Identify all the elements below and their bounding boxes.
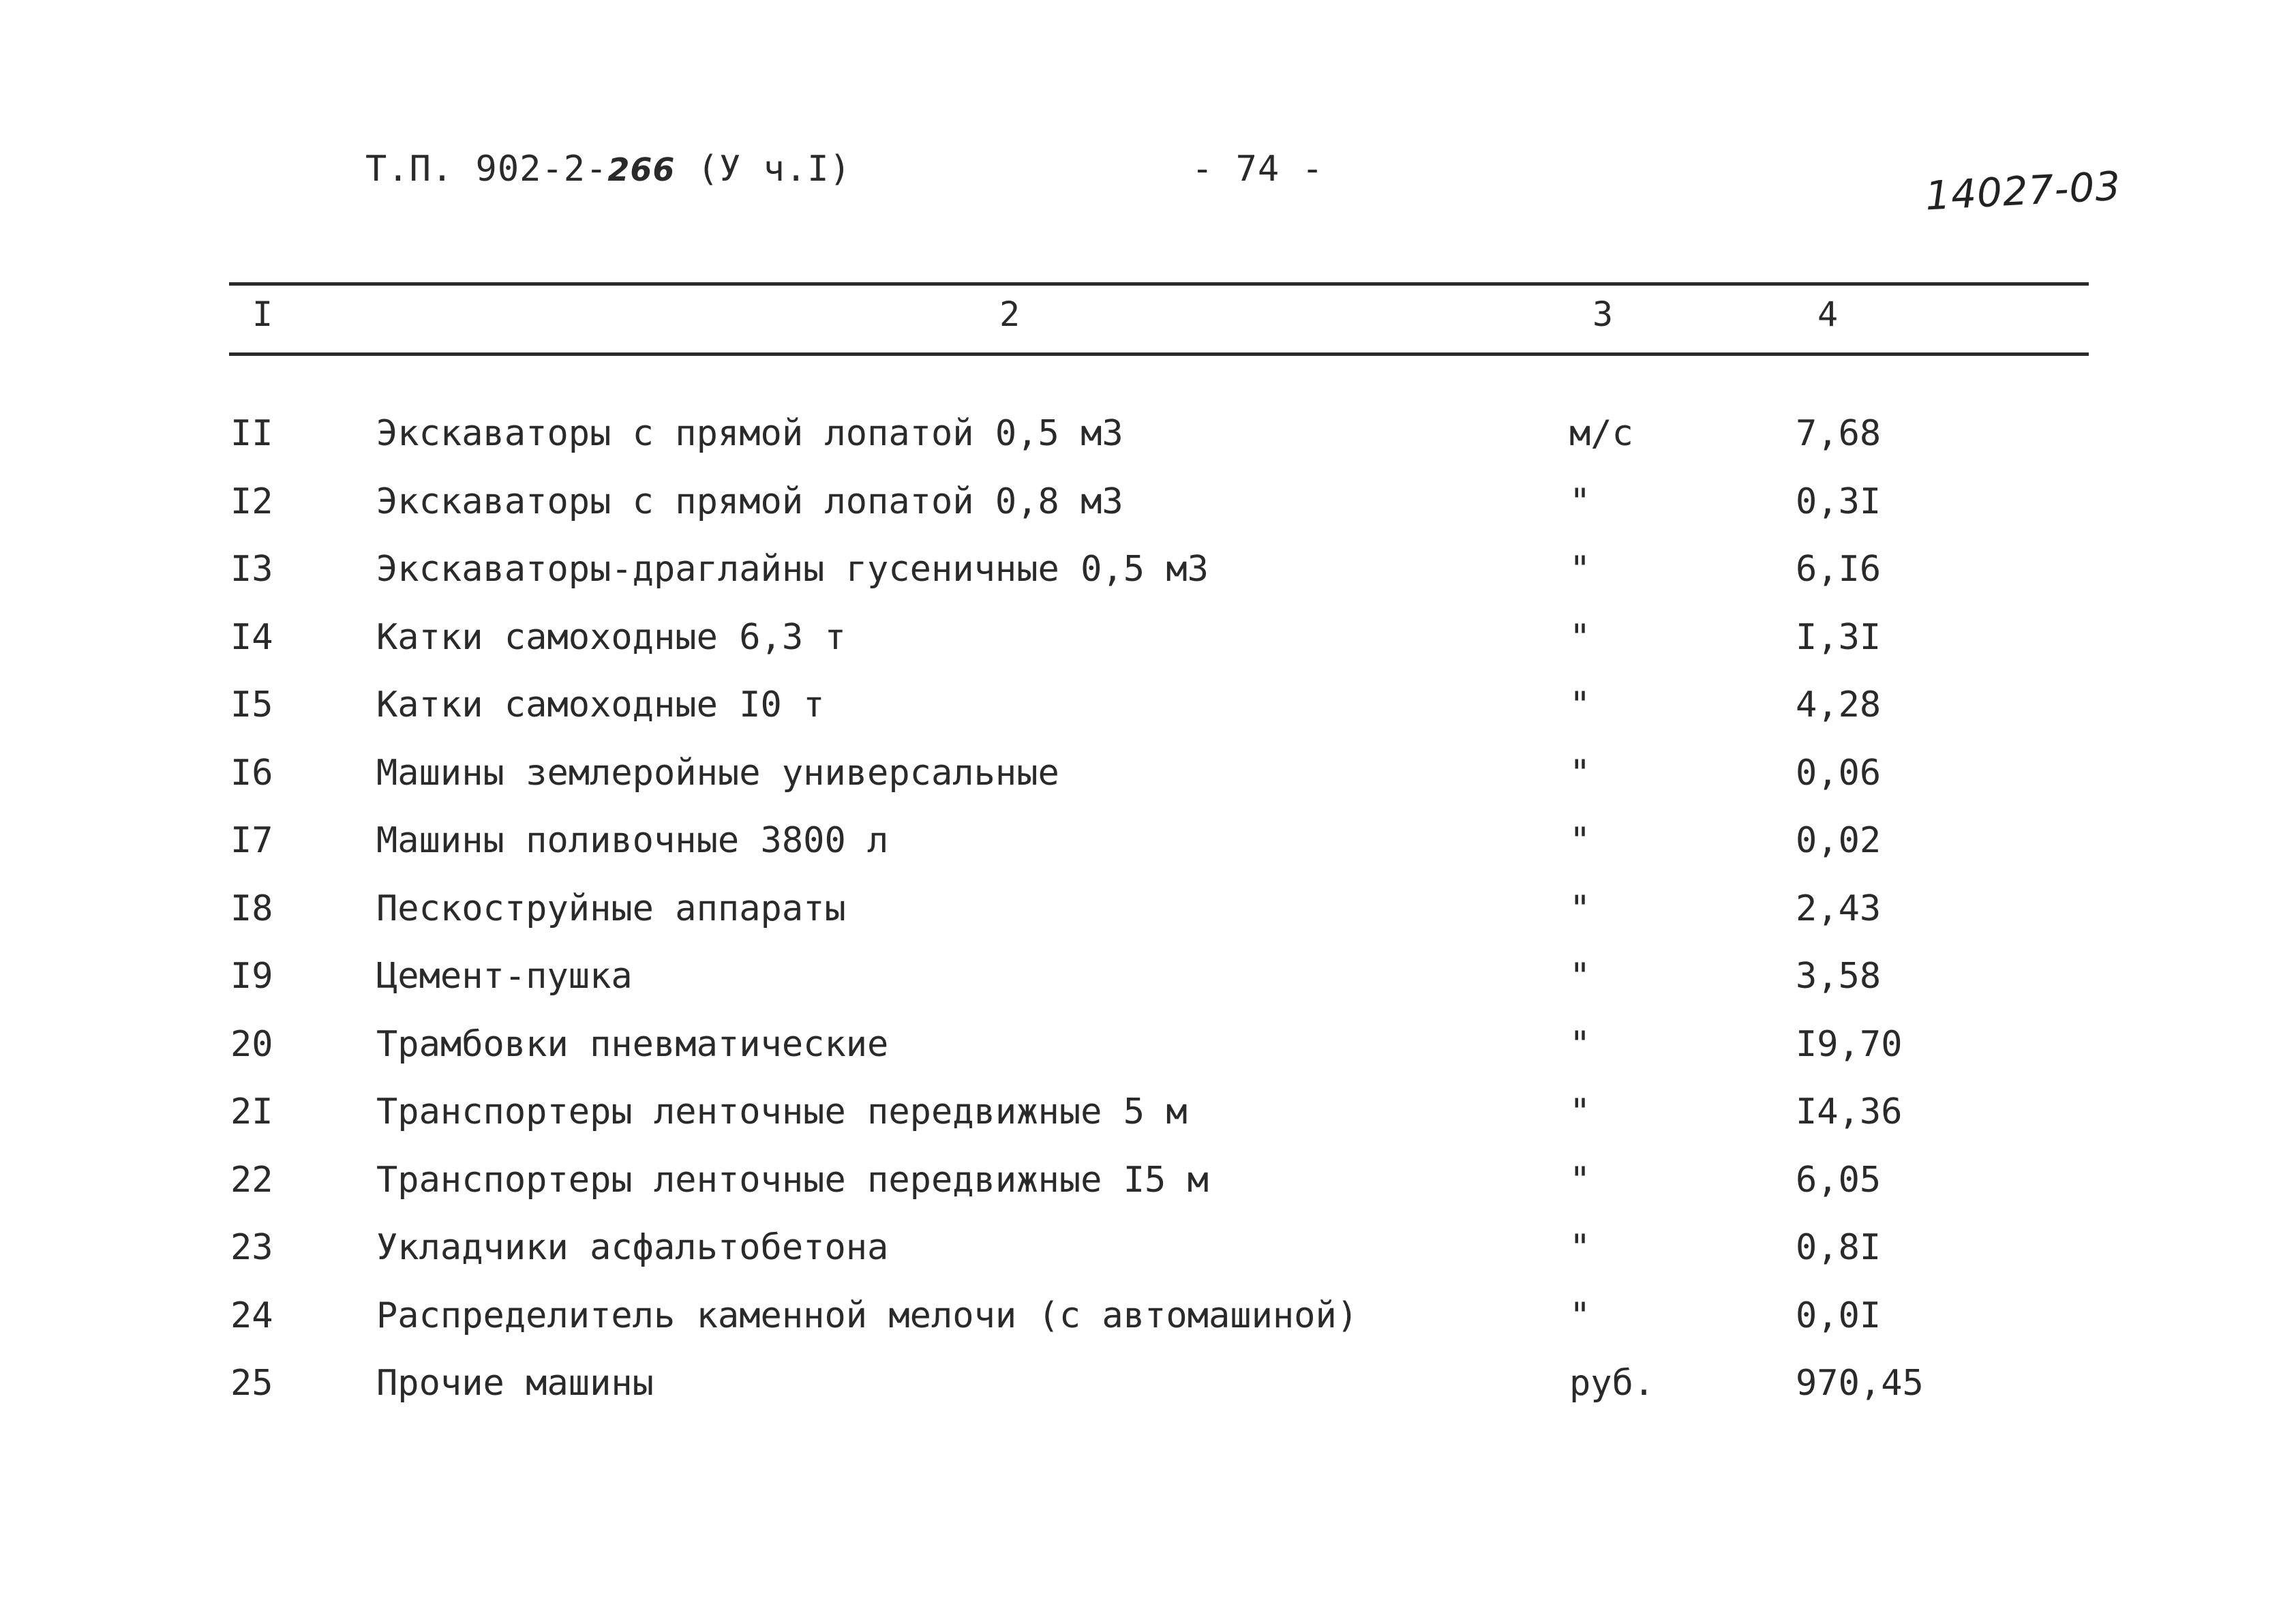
- row-unit: ": [1569, 684, 1591, 725]
- row-name: Машины поливочные 3800 л: [376, 820, 889, 861]
- row-number: I4: [230, 616, 273, 658]
- row-number: I2: [230, 481, 273, 522]
- row-number: 20: [230, 1023, 273, 1065]
- row-name: Машины землеройные универсальные: [376, 752, 1059, 794]
- row-number: I7: [230, 820, 273, 861]
- table-row: [0, 956, 2296, 1024]
- row-value: 0,0I: [1796, 1295, 1882, 1336]
- table-row: [0, 1227, 2296, 1295]
- table-header-rule: [229, 352, 2089, 356]
- row-name: Катки самоходные 6,3 т: [376, 616, 846, 658]
- row-number: I8: [230, 888, 273, 929]
- row-number: 22: [230, 1159, 273, 1201]
- row-value: 3,58: [1796, 956, 1882, 997]
- column-header-3: 3: [1592, 295, 1614, 334]
- doc-ref-handwritten-number: 266: [607, 151, 676, 188]
- table-row: [0, 1295, 2296, 1363]
- table-row: [0, 1160, 2296, 1228]
- row-name: Распределитель каменной мелочи (с автомашиной): [376, 1295, 1359, 1336]
- row-unit: ": [1569, 888, 1591, 929]
- row-value: 0,06: [1796, 752, 1882, 794]
- row-unit: ": [1569, 752, 1591, 794]
- row-unit: ": [1569, 1295, 1591, 1336]
- row-number: 24: [230, 1295, 273, 1336]
- row-number: 23: [230, 1227, 273, 1268]
- table-top-rule: [229, 282, 2089, 286]
- table-row: [0, 753, 2296, 821]
- row-name: Экскаваторы-драглайны гусеничные 0,5 м3: [376, 549, 1209, 590]
- row-name: Цемент-пушка: [376, 956, 633, 997]
- row-unit: м/с: [1569, 413, 1633, 454]
- table-column-headers: [0, 295, 2296, 342]
- column-header-1: I: [252, 295, 273, 334]
- row-unit: ": [1569, 1091, 1591, 1132]
- row-name: Экскаваторы с прямой лопатой 0,5 м3: [376, 413, 1123, 454]
- row-value: 0,02: [1796, 820, 1882, 861]
- row-value: 6,05: [1796, 1159, 1882, 1201]
- table-row: [0, 617, 2296, 685]
- row-name: Укладчики асфальтобетона: [376, 1227, 889, 1268]
- page-number: - 74 -: [1192, 149, 1324, 190]
- row-name: Транспортеры ленточные передвижные 5 м: [376, 1091, 1188, 1132]
- row-unit: ": [1569, 1159, 1591, 1201]
- table-row: [0, 888, 2296, 956]
- row-unit: ": [1569, 820, 1591, 861]
- document-reference: [365, 149, 851, 190]
- row-unit: ": [1569, 956, 1591, 997]
- page-header: [0, 149, 2296, 220]
- row-value: 2,43: [1796, 888, 1882, 929]
- row-unit: ": [1569, 1227, 1591, 1268]
- row-number: 25: [230, 1363, 273, 1404]
- row-name: Прочие машины: [376, 1363, 654, 1404]
- row-name: Катки самоходные I0 т: [376, 684, 825, 725]
- row-name: Трамбовки пневматические: [376, 1023, 889, 1065]
- table-row: [0, 481, 2296, 549]
- row-number: II: [230, 413, 273, 454]
- row-value: 7,68: [1796, 413, 1882, 454]
- row-number: I5: [230, 684, 273, 725]
- row-number: I9: [230, 956, 273, 997]
- row-unit: ": [1569, 549, 1591, 590]
- table-row: [0, 1091, 2296, 1160]
- row-value: I4,36: [1796, 1091, 1903, 1132]
- table-body: [0, 413, 2296, 1431]
- handwritten-stamp-number: 14027-03: [1924, 162, 2122, 220]
- table-row: [0, 549, 2296, 617]
- row-number: I6: [230, 752, 273, 794]
- row-value: 970,45: [1796, 1363, 1924, 1404]
- doc-ref-prefix: Т.П. 902-2-: [365, 149, 608, 190]
- row-value: 6,I6: [1796, 549, 1882, 590]
- table-row: [0, 1024, 2296, 1092]
- row-value: 0,8I: [1796, 1227, 1882, 1268]
- doc-ref-suffix: (У ч.I): [675, 149, 851, 190]
- row-number: I3: [230, 549, 273, 590]
- table-row: [0, 413, 2296, 481]
- row-unit: ": [1569, 481, 1591, 522]
- row-value: I,3I: [1796, 616, 1882, 658]
- row-name: Экскаваторы с прямой лопатой 0,8 м3: [376, 481, 1123, 522]
- row-value: 0,3I: [1796, 481, 1882, 522]
- table-row: [0, 684, 2296, 753]
- row-number: 2I: [230, 1091, 273, 1132]
- row-value: 4,28: [1796, 684, 1882, 725]
- column-header-4: 4: [1817, 295, 1839, 334]
- table-row: [0, 820, 2296, 888]
- table-row: [0, 1363, 2296, 1431]
- column-header-2: 2: [999, 295, 1021, 334]
- row-value: I9,70: [1796, 1023, 1903, 1065]
- row-unit: ": [1569, 616, 1591, 658]
- row-name: Пескоструйные аппараты: [376, 888, 846, 929]
- row-name: Транспортеры ленточные передвижные I5 м: [376, 1159, 1209, 1201]
- row-unit: руб.: [1569, 1363, 1655, 1404]
- row-unit: ": [1569, 1023, 1591, 1065]
